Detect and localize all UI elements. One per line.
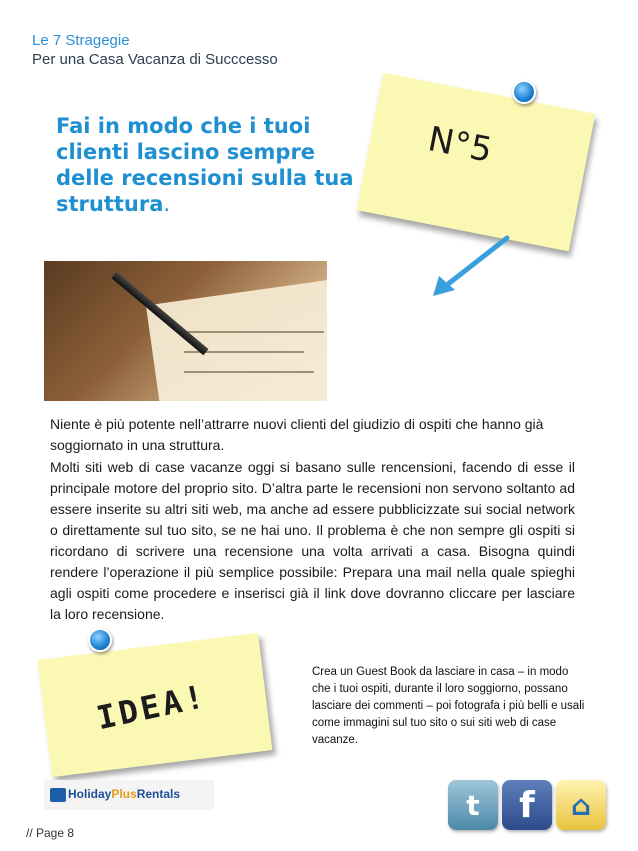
photo-paper (146, 278, 327, 401)
headline-period: . (163, 192, 171, 216)
pushpin-icon (512, 80, 536, 104)
home-icon[interactable]: ⌂ (556, 780, 606, 830)
twitter-icon[interactable]: t (448, 780, 498, 830)
page-number: // Page 8 (26, 826, 75, 840)
headline-text: Fai in modo che i tuoi clienti lascino sempre delle recensioni sulla tua struttura (56, 114, 354, 216)
logo-part2: Plus (111, 787, 137, 801)
writing-photo (44, 261, 327, 401)
section-headline (56, 113, 356, 217)
document-subtitle-line1: Le 7 Stragegie (32, 32, 130, 49)
arrow-down-left-icon (425, 232, 515, 302)
logo-part1: Holiday (68, 787, 112, 801)
idea-label: IDEA! (93, 676, 211, 738)
house-icon (50, 788, 66, 802)
logo-part3: Rentals (136, 787, 181, 801)
main-paragraph: Molti siti web di case vacanze oggi si basano sulle rencensioni, facendo di esse il principale motore del proprio sito. D’altra parte le recensioni non servono soltanto ad essere inserite su altri siti web, ma anche ad essere pubblicizzate sui social network o direttamente sul tuo sito, se ne hai uno. Il problema è che non sempre gli ospiti si ricordano di scrivere una recensione una volta arrivati a casa. Bisogna quindi rendere l’operazione il più semplice possibile: Prepara una mail nella quale spieghi agli ospiti come procedere e inserisci già il link dove dovranno cliccare per lasciare la loro recensione. (50, 459, 575, 622)
holidayplusrentals-logo (44, 780, 214, 810)
sticky-note-number-text: N°5 (424, 119, 496, 171)
facebook-icon[interactable]: f (502, 780, 552, 830)
intro-paragraph: Niente è più potente nell’attrarre nuovi clienti del giudizio di ospiti che hanno già soggiornato in una struttura. (50, 416, 544, 453)
idea-description: Crea un Guest Book da lasciare in casa – in modo che i tuoi ospiti, durante il loro soggiorno, possano lasciare dei commenti – poi fotografa i più belli e usali come immagini sul tuo sito o sui siti web di case vacanze. (312, 666, 585, 746)
document-subtitle-line2: Per una Casa Vacanza di Succcesso (32, 51, 278, 68)
pushpin-icon (88, 628, 112, 652)
